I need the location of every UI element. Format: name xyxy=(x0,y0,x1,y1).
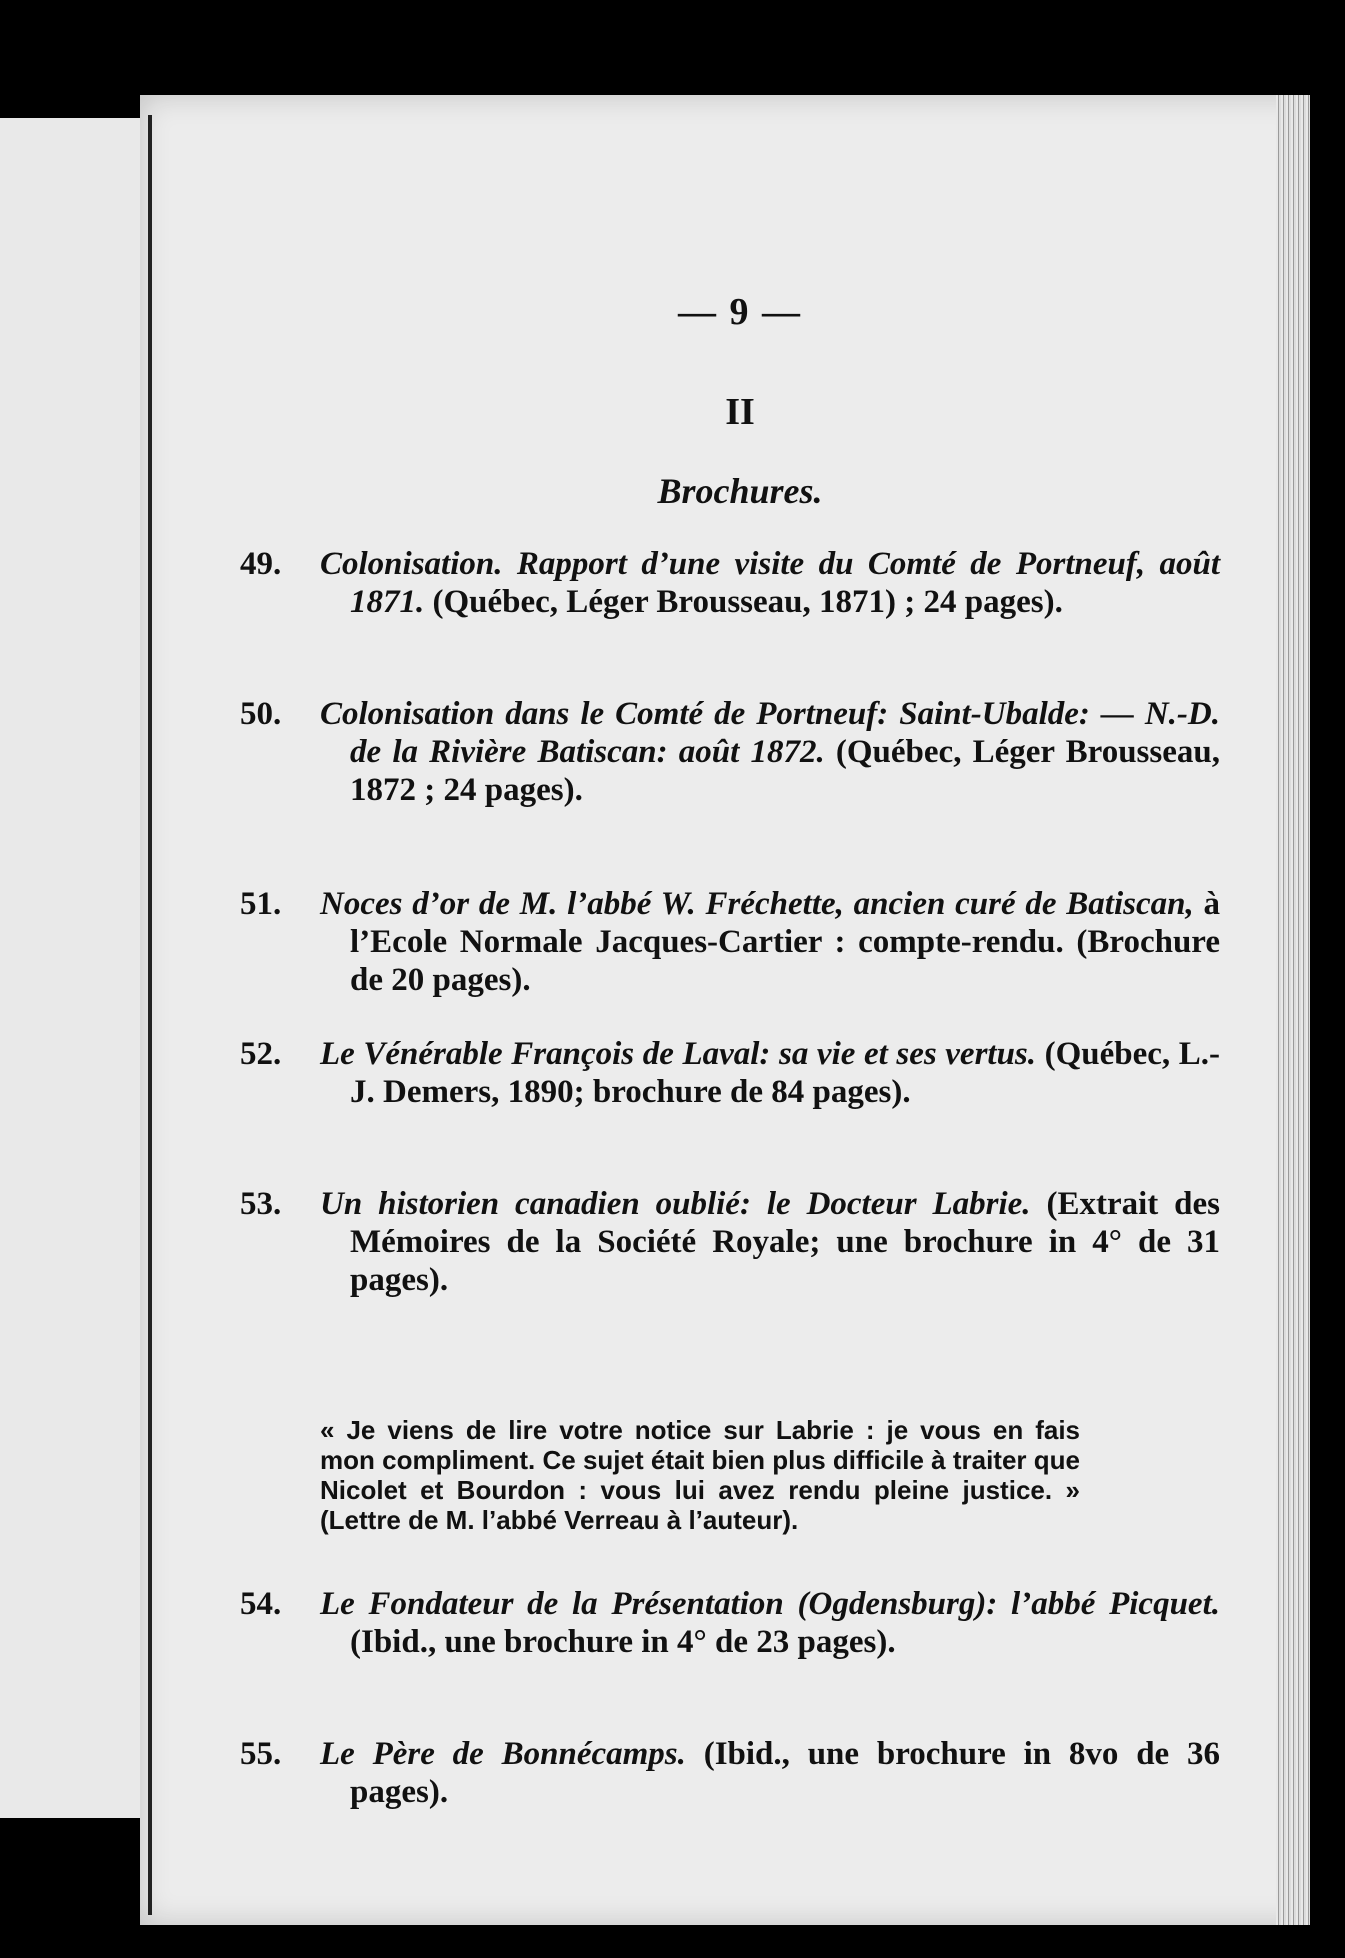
entry-title: Colonisation dans le Comté de Portneuf: Saint-Ubalde: — N.-D. de la Rivière Batiscan: août 1872. xyxy=(320,696,1220,770)
entry-details: (Ibid., une brochure in 8vo de 36 pages). xyxy=(350,1736,1220,1810)
entry-title: Le Fondateur de la Présentation (Ogdensburg): l’abbé Picquet. xyxy=(320,1586,1220,1622)
entry-details: (Québec, Léger Brousseau, 1871) ; 24 pages). xyxy=(424,584,1063,620)
previous-page-edge xyxy=(0,118,140,1818)
book-page xyxy=(140,95,1310,1925)
entry-number: 50. xyxy=(240,696,282,732)
entry-51 xyxy=(240,885,1220,999)
page-edges xyxy=(1276,95,1310,1925)
entry-title: Le Père de Bonnécamps. xyxy=(320,1736,686,1772)
entry-details: (Québec, Léger Brousseau, 1872 ; 24 pages). xyxy=(350,734,1220,808)
entry-title: Le Vénérable François de Laval: sa vie et ses vertus. xyxy=(320,1036,1037,1072)
entry-55 xyxy=(240,1735,1220,1811)
section-title: Brochures. xyxy=(657,471,823,511)
entry-number: 55. xyxy=(240,1736,282,1772)
gutter-line xyxy=(148,115,152,1915)
entry-54 xyxy=(240,1585,1220,1661)
entry-number: 53. xyxy=(240,1186,282,1222)
entry-title: Un historien canadien oublié: le Docteur Labrie. xyxy=(320,1186,1031,1222)
entry-50 xyxy=(240,695,1220,809)
entry-details: (Ibid., une brochure in 4° de 23 pages). xyxy=(350,1624,896,1660)
entry-details: (Extrait des Mémoires de la Société Royale; une brochure in 4° de 31 pages). xyxy=(350,1186,1220,1298)
entry-details: à l’Ecole Normale Jacques-Cartier : compte-rendu. (Brochure de 20 pages). xyxy=(350,886,1221,998)
entry-number: 52. xyxy=(240,1036,282,1072)
entry-52 xyxy=(240,1035,1220,1111)
entry-number: 51. xyxy=(240,886,282,922)
entry-title: Colonisation. Rapport d’une visite du Comté de Portneuf, août 1871. xyxy=(320,546,1220,620)
entry-number: 54. xyxy=(240,1586,282,1622)
page-content xyxy=(240,95,1240,1925)
quoted-letter: « Je viens de lire votre notice sur Labrie : je vous en fais mon compliment. Ce sujet était bien plus difficile à traiter que Nicolet et Bourdon : vous lui avez rendu pleine justice. » (Lettre de M. l’abbé Verreau à l’auteur). xyxy=(320,1415,1080,1535)
page-number: — 9 — xyxy=(678,291,802,333)
entry-53 xyxy=(240,1185,1220,1299)
entry-details: (Québec, L.-J. Demers, 1890; brochure de 84 pages). xyxy=(350,1036,1220,1110)
section-numeral: II xyxy=(725,391,755,433)
entry-title: Noces d’or de M. l’abbé W. Fréchette, ancien curé de Batiscan, xyxy=(320,886,1194,922)
entry-number: 49. xyxy=(240,546,282,582)
entry-49 xyxy=(240,545,1220,621)
